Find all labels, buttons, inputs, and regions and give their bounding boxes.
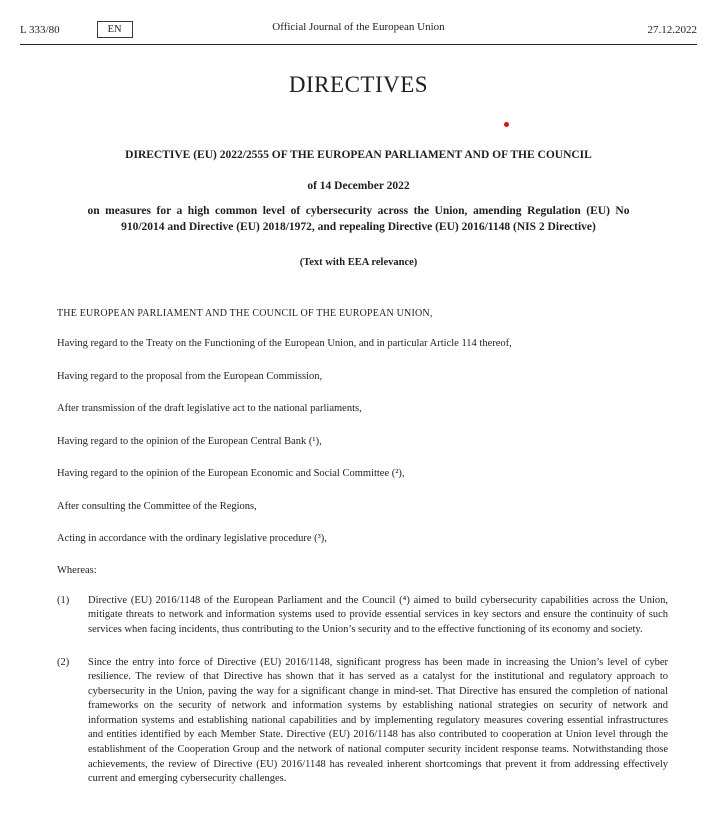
citation-line: After transmission of the draft legislative act to the national parliaments, — [57, 403, 362, 415]
page-header — [0, 0, 717, 38]
directive-heading-block — [0, 149, 717, 268]
recital-text: Since the entry into force of Directive (EU) 2016/1148, significant progress has been made in increasing the Union’s level of cyber resilience. The review of that Directive has shown that it has served as a catalyst for the institutional and regulatory approach to cybersecurity in the Union, paving the way for a significant change in mind-set. That Directive has ensured the completion of national frameworks on the security of network and information systems by establishing national strategies on security of network and information systems and establishing national capabilities and by implementing regulatory measures covering essential infrastructures and entities identified by each Member State. Directive (EU) 2016/1148 has also contributed to cooperation at Union level through the establishment of the Cooperation Group and the network of national computer security incident response teams. Notwithstanding those achievements, the review of Directive (EU) 2016/1148 has revealed inherent shortcomings that prevent it from addressing effectively current and emerging cybersecurity challenges. — [88, 656, 668, 785]
citation-line: Having regard to the proposal from the European Commission, — [57, 370, 323, 382]
preamble — [0, 308, 717, 787]
recital-number: (1) — [57, 594, 70, 606]
citations-list — [57, 337, 668, 547]
recitals-list — [57, 594, 668, 787]
citation-line: Having regard to the opinion of the European Central Bank (¹), — [57, 435, 322, 447]
recital-number: (2) — [57, 656, 70, 668]
citation-line: After consulting the Committee of the Regions, — [57, 500, 257, 512]
citation-line: Acting in accordance with the ordinary legislative procedure (³), — [57, 533, 327, 545]
preamble-opening: THE EUROPEAN PARLIAMENT AND THE COUNCIL OF THE EUROPEAN UNION, — [57, 308, 433, 320]
whereas-label: Whereas: — [57, 564, 97, 576]
page-number: L 333/80 — [20, 23, 60, 36]
section-title: DIRECTIVES — [288, 72, 429, 97]
recital-item — [57, 594, 668, 638]
recital-text: Directive (EU) 2016/1148 of the European Parliament and the Council (⁴) aimed to build cybersecurity capabilities across the Union, mitigate threats to network and information systems used to provide essential services in key sectors and ensure the continuity of such services when facing incidents, thus contributing to the Union’s security and to the effective functioning of its economy and society. — [88, 594, 668, 635]
citation-line: Having regard to the opinion of the European Economic and Social Committee (²), — [57, 468, 405, 480]
issue-date: 27.12.2022 — [647, 23, 697, 36]
directive-date-line: of 14 December 2022 — [307, 180, 410, 193]
citation-line: Having regard to the Treaty on the Functioning of the European Union, and in particular Article 114 thereof, — [57, 338, 512, 350]
eea-relevance-note: (Text with EEA relevance) — [299, 257, 418, 269]
recital-item — [57, 656, 668, 787]
journal-title: Official Journal of the European Union — [272, 21, 445, 33]
header-left-group — [20, 21, 133, 38]
language-badge: EN — [97, 21, 133, 38]
red-marker-dot — [504, 122, 509, 127]
directive-subject: on measures for a high common level of cybersecurity across the Union, amending Regulation (EU) No 910/2014 and Directive (EU) 2018/1972, and repealing Directive (EU) 2016/1148 (NIS 2 Directive) — [87, 205, 630, 233]
header-rule — [20, 44, 697, 45]
directive-title: DIRECTIVE (EU) 2022/2555 OF THE EUROPEAN PARLIAMENT AND OF THE COUNCIL — [125, 149, 592, 162]
